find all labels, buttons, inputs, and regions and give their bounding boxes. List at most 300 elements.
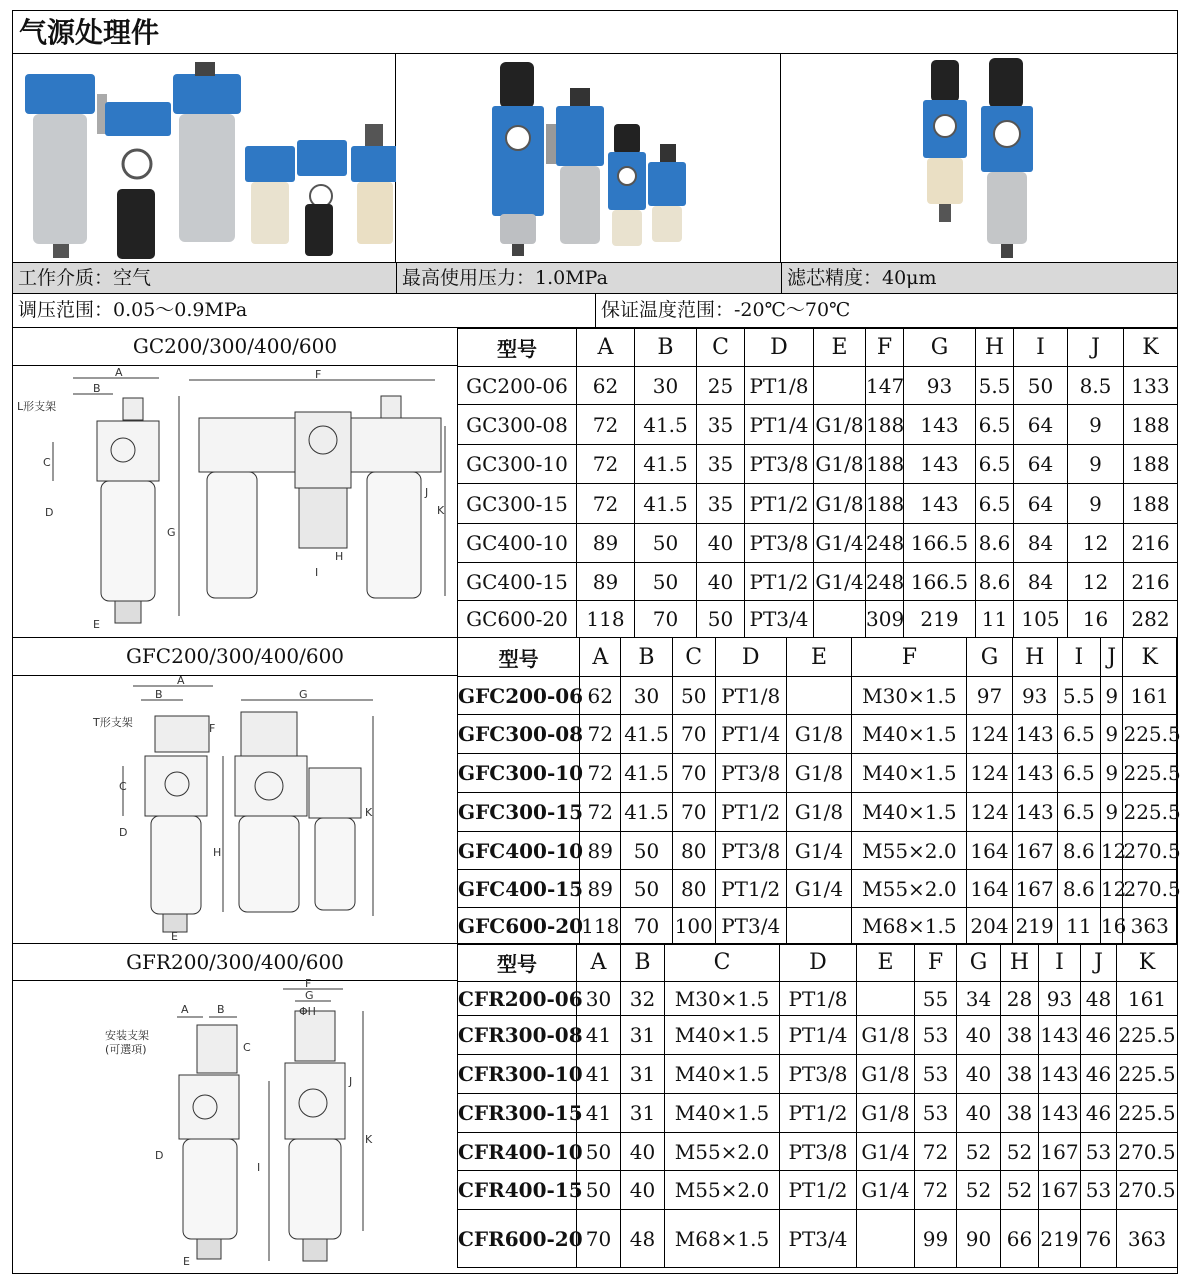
column-header: A bbox=[577, 329, 635, 367]
table-row bbox=[458, 832, 1177, 870]
table-cell: 143 bbox=[1039, 1094, 1081, 1133]
column-header: I bbox=[1014, 329, 1068, 367]
table-cell: 90 bbox=[957, 1210, 1001, 1268]
column-header: C bbox=[665, 944, 780, 982]
table-cell: 216 bbox=[1124, 524, 1178, 563]
table-cell: GC600-20 bbox=[458, 601, 577, 638]
table-cell: 167 bbox=[1012, 870, 1057, 908]
table-cell: 124 bbox=[967, 793, 1012, 832]
table-row bbox=[458, 1133, 1178, 1171]
table-cell: 76 bbox=[1081, 1210, 1117, 1268]
table-cell: 41.5 bbox=[635, 405, 697, 445]
table-cell: 50 bbox=[635, 563, 697, 601]
table-cell: 167 bbox=[1039, 1171, 1081, 1210]
table-cell: M30×1.5 bbox=[665, 982, 780, 1016]
table-cell: PT3/8 bbox=[715, 754, 786, 793]
table-cell: M55×2.0 bbox=[665, 1133, 780, 1171]
table-cell: G1/4 bbox=[786, 870, 852, 908]
dim-label-e: E bbox=[93, 618, 100, 631]
table-cell: GFC400-10 bbox=[458, 832, 580, 870]
table-cell: 31 bbox=[621, 1094, 665, 1133]
table-cell: 62 bbox=[577, 367, 635, 405]
table-cell: 143 bbox=[904, 405, 976, 445]
table-cell: 53 bbox=[1081, 1171, 1117, 1210]
table-cell: 72 bbox=[580, 715, 621, 754]
dim-label-d: D bbox=[119, 826, 128, 839]
table-cell: GFC300-08 bbox=[458, 715, 580, 754]
table-cell: 124 bbox=[967, 715, 1012, 754]
table-cell: PT1/4 bbox=[715, 715, 786, 754]
table-row bbox=[458, 982, 1178, 1016]
table-cell: 166.5 bbox=[904, 563, 976, 601]
bracket-option-label: (可選項) bbox=[105, 1043, 147, 1056]
table-cell: 40 bbox=[697, 524, 745, 563]
table-cell: 118 bbox=[580, 908, 621, 945]
table-cell: 188 bbox=[1124, 405, 1178, 445]
table-cell: 9 bbox=[1100, 677, 1123, 715]
column-header: B bbox=[621, 638, 672, 677]
table-row bbox=[458, 484, 1178, 524]
table-cell: 216 bbox=[1124, 563, 1178, 601]
table-cell: 164 bbox=[967, 832, 1012, 870]
table-cell: CFR300-10 bbox=[458, 1055, 577, 1094]
table-row bbox=[458, 1094, 1178, 1133]
column-header: F bbox=[852, 638, 967, 677]
gc-dimension-drawing bbox=[13, 366, 457, 637]
column-header: E bbox=[857, 944, 915, 982]
table-cell: PT1/4 bbox=[780, 1016, 857, 1055]
table-row bbox=[458, 1210, 1178, 1268]
table-row bbox=[458, 367, 1178, 405]
table-cell: 11 bbox=[976, 601, 1014, 638]
table-cell: 6.5 bbox=[976, 484, 1014, 524]
table-cell: 8.5 bbox=[1068, 367, 1124, 405]
table-cell: 70 bbox=[672, 715, 715, 754]
table-cell: 143 bbox=[1012, 793, 1057, 832]
spec-filter-precision: 滤芯精度：40μm bbox=[781, 263, 1177, 294]
table-cell: GC400-15 bbox=[458, 563, 577, 601]
table-cell: 70 bbox=[672, 754, 715, 793]
column-header: D bbox=[715, 638, 786, 677]
table-cell: G1/4 bbox=[857, 1133, 915, 1171]
table-cell: 188 bbox=[866, 405, 904, 445]
dim-label-h: ΦH bbox=[299, 1005, 316, 1018]
table-cell: 167 bbox=[1039, 1133, 1081, 1171]
dim-label-a: A bbox=[181, 1003, 189, 1016]
bracket-label: 安装支架 bbox=[105, 1029, 149, 1042]
table-cell: 30 bbox=[621, 677, 672, 715]
table-cell: 16 bbox=[1068, 601, 1124, 638]
dim-label-f: F bbox=[305, 977, 312, 990]
table-cell bbox=[786, 908, 852, 945]
table-cell: 31 bbox=[621, 1055, 665, 1094]
spec-max-pressure: 最高使用压力：1.0MPa bbox=[396, 263, 781, 294]
table-cell: G1/8 bbox=[814, 405, 866, 445]
table-cell: GC200-06 bbox=[458, 367, 577, 405]
table-cell: 38 bbox=[1001, 1094, 1039, 1133]
table-cell: 41 bbox=[577, 1055, 621, 1094]
table-cell: 225.5 bbox=[1117, 1055, 1178, 1094]
table-cell: 219 bbox=[1039, 1210, 1081, 1268]
column-header: 型号 bbox=[458, 638, 580, 677]
table-cell bbox=[857, 1210, 915, 1268]
table-cell: 6.5 bbox=[1057, 793, 1100, 832]
table-cell: 16 bbox=[1100, 908, 1123, 945]
table-cell: 48 bbox=[621, 1210, 665, 1268]
table-cell: PT1/4 bbox=[745, 405, 814, 445]
table-cell: M55×2.0 bbox=[852, 870, 967, 908]
table-cell: 34 bbox=[957, 982, 1001, 1016]
table-row bbox=[458, 870, 1177, 908]
table-cell: PT1/8 bbox=[745, 367, 814, 405]
table-cell: M68×1.5 bbox=[852, 908, 967, 945]
table-cell: 50 bbox=[635, 524, 697, 563]
table-cell: 70 bbox=[635, 601, 697, 638]
table-cell: CFR600-20 bbox=[458, 1210, 577, 1268]
table-row bbox=[458, 563, 1178, 601]
dim-label-b: B bbox=[93, 382, 101, 395]
table-cell: 270.5 bbox=[1123, 832, 1177, 870]
gfc-header-row bbox=[458, 638, 1177, 677]
dim-label-f: F bbox=[209, 722, 216, 735]
table-cell: 9 bbox=[1068, 405, 1124, 445]
table-cell: 41.5 bbox=[621, 754, 672, 793]
dim-label-i: I bbox=[315, 566, 319, 579]
table-cell: 41.5 bbox=[635, 445, 697, 484]
table-cell: 72 bbox=[580, 754, 621, 793]
table-cell: 38 bbox=[1001, 1055, 1039, 1094]
table-cell: CFR400-15 bbox=[458, 1171, 577, 1210]
table-cell: G1/8 bbox=[814, 445, 866, 484]
dim-label-d: D bbox=[155, 1149, 164, 1162]
table-cell: 80 bbox=[672, 870, 715, 908]
table-cell: 270.5 bbox=[1117, 1171, 1178, 1210]
table-cell: 12 bbox=[1100, 832, 1123, 870]
table-cell: GFC600-20 bbox=[458, 908, 580, 945]
table-cell: 270.5 bbox=[1117, 1133, 1178, 1171]
table-cell: 6.5 bbox=[1057, 754, 1100, 793]
table-cell: 46 bbox=[1081, 1094, 1117, 1133]
table-cell: 143 bbox=[1012, 715, 1057, 754]
column-header: G bbox=[957, 944, 1001, 982]
gfr-series-title: GFR200/300/400/600 bbox=[13, 943, 457, 981]
table-cell: 80 bbox=[672, 832, 715, 870]
table-row bbox=[458, 908, 1177, 945]
table-cell: GC300-10 bbox=[458, 445, 577, 484]
table-cell: 143 bbox=[1039, 1016, 1081, 1055]
table-cell: 9 bbox=[1100, 754, 1123, 793]
table-cell: 363 bbox=[1117, 1210, 1178, 1268]
table-cell: 52 bbox=[1001, 1133, 1039, 1171]
dim-label-b: B bbox=[155, 688, 163, 701]
table-cell: 93 bbox=[904, 367, 976, 405]
table-cell: 12 bbox=[1100, 870, 1123, 908]
table-cell: 166.5 bbox=[904, 524, 976, 563]
table-cell: 46 bbox=[1081, 1016, 1117, 1055]
table-cell: 50 bbox=[577, 1171, 621, 1210]
dim-label-c: C bbox=[119, 780, 127, 793]
table-row bbox=[458, 1171, 1178, 1210]
table-cell: 40 bbox=[697, 563, 745, 601]
table-cell: 41.5 bbox=[621, 793, 672, 832]
table-cell: 84 bbox=[1014, 524, 1068, 563]
table-cell: 8.6 bbox=[976, 563, 1014, 601]
table-cell: PT3/8 bbox=[780, 1055, 857, 1094]
photo-gfr-units bbox=[781, 54, 1177, 262]
column-header: J bbox=[1100, 638, 1123, 677]
table-cell: 41 bbox=[577, 1016, 621, 1055]
table-cell: 40 bbox=[957, 1055, 1001, 1094]
dim-label-g: G bbox=[299, 688, 308, 701]
table-cell: 147 bbox=[866, 367, 904, 405]
table-cell: 97 bbox=[967, 677, 1012, 715]
photo-gfc-units bbox=[396, 54, 781, 262]
table-cell: G1/4 bbox=[786, 832, 852, 870]
column-header: E bbox=[814, 329, 866, 367]
table-cell: PT1/2 bbox=[715, 870, 786, 908]
table-cell: 93 bbox=[1012, 677, 1057, 715]
table-cell: 6.5 bbox=[976, 405, 1014, 445]
table-cell: 248 bbox=[866, 524, 904, 563]
table-cell: 25 bbox=[697, 367, 745, 405]
table-cell: 46 bbox=[1081, 1055, 1117, 1094]
table-cell: 188 bbox=[1124, 484, 1178, 524]
dim-label-k: K bbox=[365, 1133, 373, 1146]
gfr-header-row bbox=[458, 944, 1178, 982]
table-cell: CFR400-10 bbox=[458, 1133, 577, 1171]
table-cell: G1/8 bbox=[857, 1055, 915, 1094]
table-cell: M30×1.5 bbox=[852, 677, 967, 715]
table-cell: 72 bbox=[577, 484, 635, 524]
table-cell: M40×1.5 bbox=[665, 1055, 780, 1094]
column-header: A bbox=[577, 944, 621, 982]
table-cell: 64 bbox=[1014, 445, 1068, 484]
table-cell: 270.5 bbox=[1123, 870, 1177, 908]
dim-label-e: E bbox=[183, 1255, 190, 1268]
table-cell: 143 bbox=[904, 445, 976, 484]
table-cell: 41 bbox=[577, 1094, 621, 1133]
table-cell: 38 bbox=[1001, 1016, 1039, 1055]
table-row bbox=[458, 601, 1178, 638]
table-row bbox=[458, 1055, 1178, 1094]
table-cell: G1/4 bbox=[814, 524, 866, 563]
dim-label-a: A bbox=[115, 366, 123, 379]
table-cell: PT1/2 bbox=[715, 793, 786, 832]
table-cell: 62 bbox=[580, 677, 621, 715]
gc-drawing bbox=[13, 366, 457, 637]
dim-label-b: B bbox=[217, 1003, 225, 1016]
table-cell: 188 bbox=[1124, 445, 1178, 484]
table-cell: 363 bbox=[1123, 908, 1177, 945]
table-cell: 5.5 bbox=[1057, 677, 1100, 715]
table-cell: PT3/8 bbox=[780, 1133, 857, 1171]
dim-label-h: H bbox=[213, 846, 222, 859]
table-cell: PT1/2 bbox=[780, 1171, 857, 1210]
gc-spec-table bbox=[457, 328, 1178, 638]
spec-medium: 工作介质：空气 bbox=[13, 263, 396, 294]
table-cell: 188 bbox=[866, 484, 904, 524]
column-header: B bbox=[621, 944, 665, 982]
table-cell: 8.6 bbox=[1057, 832, 1100, 870]
table-cell: PT1/2 bbox=[745, 563, 814, 601]
table-cell: 35 bbox=[697, 405, 745, 445]
table-cell: PT3/8 bbox=[745, 524, 814, 563]
table-cell: 64 bbox=[1014, 405, 1068, 445]
table-cell: 12 bbox=[1068, 563, 1124, 601]
table-cell: PT3/8 bbox=[715, 832, 786, 870]
gfc-series-title: GFC200/300/400/600 bbox=[13, 637, 457, 676]
table-cell: 5.5 bbox=[976, 367, 1014, 405]
table-cell: 72 bbox=[915, 1133, 957, 1171]
column-header: K bbox=[1117, 944, 1178, 982]
table-cell: 12 bbox=[1068, 524, 1124, 563]
table-cell: G1/8 bbox=[786, 754, 852, 793]
gc-header-row bbox=[458, 329, 1178, 367]
table-cell: PT1/8 bbox=[715, 677, 786, 715]
table-cell: 248 bbox=[866, 563, 904, 601]
table-cell: 133 bbox=[1124, 367, 1178, 405]
table-cell: 167 bbox=[1012, 832, 1057, 870]
table-cell: 64 bbox=[1014, 484, 1068, 524]
column-header: I bbox=[1057, 638, 1100, 677]
dim-label-d: D bbox=[45, 506, 54, 519]
gfc-drawing bbox=[13, 676, 457, 942]
table-cell: PT1/8 bbox=[780, 982, 857, 1016]
dim-label-c: C bbox=[43, 456, 51, 469]
gfr-spec-table bbox=[457, 943, 1178, 1268]
bracket-label: L形支架 bbox=[17, 400, 57, 413]
table-cell: G1/8 bbox=[786, 715, 852, 754]
table-cell: 35 bbox=[697, 445, 745, 484]
spec-temperature: 保证温度范围：-20℃～70℃ bbox=[595, 294, 1177, 328]
column-header: F bbox=[866, 329, 904, 367]
table-row bbox=[458, 715, 1177, 754]
table-cell: 50 bbox=[621, 870, 672, 908]
table-cell: CFR300-08 bbox=[458, 1016, 577, 1055]
gc-series-title: GC200/300/400/600 bbox=[13, 328, 457, 366]
column-header: D bbox=[780, 944, 857, 982]
table-cell: 50 bbox=[621, 832, 672, 870]
table-cell: 188 bbox=[866, 445, 904, 484]
table-cell: 40 bbox=[957, 1016, 1001, 1055]
table-cell: 40 bbox=[621, 1133, 665, 1171]
dim-label-j: J bbox=[425, 486, 429, 499]
table-cell: 225.5 bbox=[1123, 754, 1177, 793]
column-header: F bbox=[915, 944, 957, 982]
table-cell: M55×2.0 bbox=[665, 1171, 780, 1210]
photo-gc-units bbox=[13, 54, 396, 262]
table-cell: M40×1.5 bbox=[852, 754, 967, 793]
table-cell: 72 bbox=[580, 793, 621, 832]
dim-label-k: K bbox=[365, 806, 373, 819]
table-cell: 72 bbox=[577, 405, 635, 445]
table-cell: 219 bbox=[1012, 908, 1057, 945]
dim-label-f: F bbox=[315, 368, 322, 381]
table-cell: 225.5 bbox=[1117, 1016, 1178, 1055]
table-row bbox=[458, 524, 1178, 563]
table-cell: PT1/2 bbox=[745, 484, 814, 524]
table-cell: M40×1.5 bbox=[852, 793, 967, 832]
table-cell: 28 bbox=[1001, 982, 1039, 1016]
table-row bbox=[458, 405, 1178, 445]
table-cell: 41.5 bbox=[621, 715, 672, 754]
gfc-spec-table bbox=[457, 637, 1181, 945]
gfr-dimension-drawing bbox=[13, 977, 457, 1273]
table-cell: G1/8 bbox=[786, 793, 852, 832]
column-header: H bbox=[976, 329, 1014, 367]
column-header: H bbox=[1001, 944, 1039, 982]
column-header: K bbox=[1124, 329, 1178, 367]
dim-label-c: C bbox=[243, 1041, 251, 1054]
table-cell: 89 bbox=[580, 870, 621, 908]
table-cell: 31 bbox=[621, 1016, 665, 1055]
table-cell: 40 bbox=[621, 1171, 665, 1210]
product-photo-gfr bbox=[781, 54, 1177, 262]
column-header: D bbox=[745, 329, 814, 367]
bracket-label: T形支架 bbox=[93, 716, 133, 729]
table-cell: 53 bbox=[1081, 1133, 1117, 1171]
table-cell: G1/8 bbox=[857, 1094, 915, 1133]
table-row bbox=[458, 1016, 1178, 1055]
table-cell: 53 bbox=[915, 1094, 957, 1133]
table-cell: 9 bbox=[1068, 445, 1124, 484]
table-cell: 40 bbox=[957, 1094, 1001, 1133]
table-cell: M68×1.5 bbox=[665, 1210, 780, 1268]
product-photo-gc bbox=[13, 54, 395, 262]
dim-label-i: I bbox=[257, 1161, 261, 1174]
table-cell: GFC200-06 bbox=[458, 677, 580, 715]
table-cell bbox=[786, 677, 852, 715]
table-cell: 72 bbox=[915, 1171, 957, 1210]
table-cell: M40×1.5 bbox=[852, 715, 967, 754]
table-cell: 309 bbox=[866, 601, 904, 638]
table-cell: PT3/4 bbox=[745, 601, 814, 638]
table-cell: 72 bbox=[577, 445, 635, 484]
table-cell: 6.5 bbox=[976, 445, 1014, 484]
table-cell: 93 bbox=[1039, 982, 1081, 1016]
table-cell: GC400-10 bbox=[458, 524, 577, 563]
table-cell: 143 bbox=[1039, 1055, 1081, 1094]
table-cell bbox=[857, 982, 915, 1016]
table-cell: 219 bbox=[904, 601, 976, 638]
dim-label-g: G bbox=[167, 526, 176, 539]
column-header: B bbox=[635, 329, 697, 367]
table-cell: GFC400-15 bbox=[458, 870, 580, 908]
table-cell: 30 bbox=[635, 367, 697, 405]
table-cell: 89 bbox=[580, 832, 621, 870]
table-cell: PT3/8 bbox=[745, 445, 814, 484]
table-cell: 9 bbox=[1100, 715, 1123, 754]
column-header: C bbox=[672, 638, 715, 677]
column-header: H bbox=[1012, 638, 1057, 677]
table-cell: 164 bbox=[967, 870, 1012, 908]
table-row bbox=[458, 445, 1178, 484]
column-header: 型号 bbox=[458, 944, 577, 982]
column-header: J bbox=[1081, 944, 1117, 982]
table-cell: 143 bbox=[1012, 754, 1057, 793]
table-cell: 9 bbox=[1068, 484, 1124, 524]
table-cell: PT3/4 bbox=[780, 1210, 857, 1268]
table-cell: CFR200-06 bbox=[458, 982, 577, 1016]
table-cell: 50 bbox=[672, 677, 715, 715]
table-cell: M40×1.5 bbox=[665, 1094, 780, 1133]
table-cell: 282 bbox=[1124, 601, 1178, 638]
page-title: 气源处理件 bbox=[13, 11, 1177, 54]
table-cell: GFC300-15 bbox=[458, 793, 580, 832]
table-cell: 89 bbox=[577, 563, 635, 601]
table-cell: 48 bbox=[1081, 982, 1117, 1016]
dim-label-k: K bbox=[437, 504, 445, 517]
